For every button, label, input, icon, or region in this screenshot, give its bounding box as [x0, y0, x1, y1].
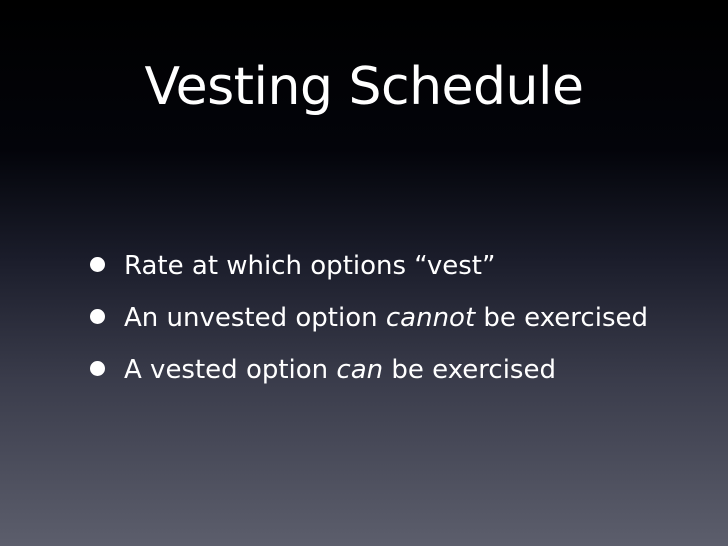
bullet-dot-icon	[90, 309, 105, 324]
bullet-list	[90, 246, 648, 402]
bullet-dot-icon	[90, 361, 105, 376]
bullet-text: Rate at which options “vest”	[124, 251, 496, 281]
bullet-item	[90, 350, 648, 402]
bullet-emphasis: cannot	[385, 303, 476, 333]
bullet-item	[90, 246, 648, 298]
bullet-text: An unvested option	[124, 303, 386, 333]
bullet-text: A vested option	[124, 355, 337, 385]
bullet-emphasis: can	[336, 355, 384, 385]
bullet-text-tail: be exercised	[383, 355, 556, 385]
bullet-item	[90, 298, 648, 350]
bullet-text-tail: be exercised	[475, 303, 648, 333]
slide-title: Vesting Schedule	[144, 57, 584, 117]
bullet-dot-icon	[90, 257, 105, 272]
